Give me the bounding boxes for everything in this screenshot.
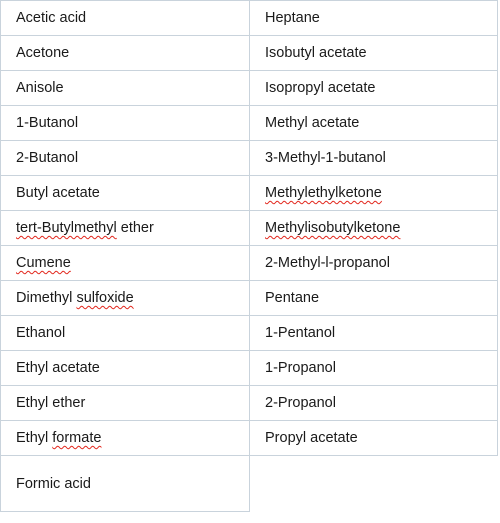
- table-row: [1, 106, 498, 141]
- table-row: [1, 281, 498, 316]
- table-row: [1, 421, 498, 456]
- cell-text: ether: [116, 220, 154, 236]
- table-row: [1, 176, 498, 211]
- table-cell-right: [250, 316, 498, 351]
- table-cell-left: [1, 71, 250, 106]
- cell-text: Butyl acetate: [16, 185, 100, 201]
- solvent-table-body: [1, 1, 498, 512]
- table-cell-right: [250, 1, 498, 36]
- table-cell-right: [250, 71, 498, 106]
- table-cell-right: [250, 351, 498, 386]
- misspelled-word: tert-Butylmethyl: [16, 220, 117, 236]
- table-cell-left: [1, 246, 250, 281]
- table-row: [1, 351, 498, 386]
- table-row: [1, 386, 498, 421]
- table-cell-left: [1, 421, 250, 456]
- table-cell-right: [250, 176, 498, 211]
- table-cell-left: [1, 36, 250, 71]
- cell-text: 1-Propanol: [265, 360, 336, 376]
- table-cell-left: [1, 176, 250, 211]
- table-cell-left: [1, 106, 250, 141]
- misspelled-word: sulfoxide: [76, 290, 134, 306]
- table-cell-left: [1, 456, 250, 512]
- table-cell-left: [1, 351, 250, 386]
- cell-text: 1-Butanol: [16, 115, 79, 131]
- cell-text: Formic acid: [16, 475, 91, 492]
- table-cell-left: [1, 386, 250, 421]
- table-row: [1, 71, 498, 106]
- cell-text: 2-Butanol: [16, 150, 79, 166]
- cell-text: 2-Propanol: [265, 395, 336, 411]
- table-row: [1, 456, 498, 512]
- cell-text: Heptane: [265, 10, 320, 26]
- cell-text: Ethyl: [16, 430, 53, 446]
- cell-text: Pentane: [265, 290, 320, 306]
- table-cell-right: [250, 281, 498, 316]
- table-row: [1, 211, 498, 246]
- table-row: [1, 246, 498, 281]
- table-cell-left: [1, 1, 250, 36]
- cell-text: Isobutyl acetate: [265, 45, 367, 61]
- cell-text: Dimethyl: [16, 290, 77, 306]
- cell-text: Acetone: [16, 45, 70, 61]
- cell-text: Ethanol: [16, 325, 66, 341]
- table-row: [1, 36, 498, 71]
- misspelled-word: Methylethylketone: [265, 185, 382, 201]
- table-cell-right: [250, 246, 498, 281]
- cell-text: 2-Methyl-l-propanol: [265, 255, 390, 271]
- cell-text: Isopropyl acetate: [265, 80, 376, 96]
- misspelled-word: Cumene: [16, 255, 71, 271]
- table-cell-right: [250, 36, 498, 71]
- table-cell-left: [1, 281, 250, 316]
- table-cell-left: [1, 141, 250, 176]
- misspelled-word: formate: [52, 430, 102, 446]
- cell-text: Ethyl acetate: [16, 360, 100, 376]
- cell-text: 3-Methyl-1-butanol: [265, 150, 386, 166]
- table-cell-right: [250, 386, 498, 421]
- cell-text: Methyl acetate: [265, 115, 360, 131]
- cell-text: Propyl acetate: [265, 430, 358, 446]
- table-row: [1, 1, 498, 36]
- table-cell-right: [250, 141, 498, 176]
- empty-cell: [250, 456, 498, 512]
- table-row: [1, 141, 498, 176]
- table-cell-left: [1, 211, 250, 246]
- table-cell-right: [250, 106, 498, 141]
- table-cell-left: [1, 316, 250, 351]
- table-cell-right: [250, 211, 498, 246]
- cell-text: Anisole: [16, 80, 64, 96]
- table-row: [1, 316, 498, 351]
- cell-text: Acetic acid: [16, 10, 87, 26]
- misspelled-word: Methylisobutylketone: [265, 220, 401, 236]
- cell-text: Ethyl ether: [16, 395, 86, 411]
- cell-text: 1-Pentanol: [265, 325, 336, 341]
- table-cell-right: [250, 421, 498, 456]
